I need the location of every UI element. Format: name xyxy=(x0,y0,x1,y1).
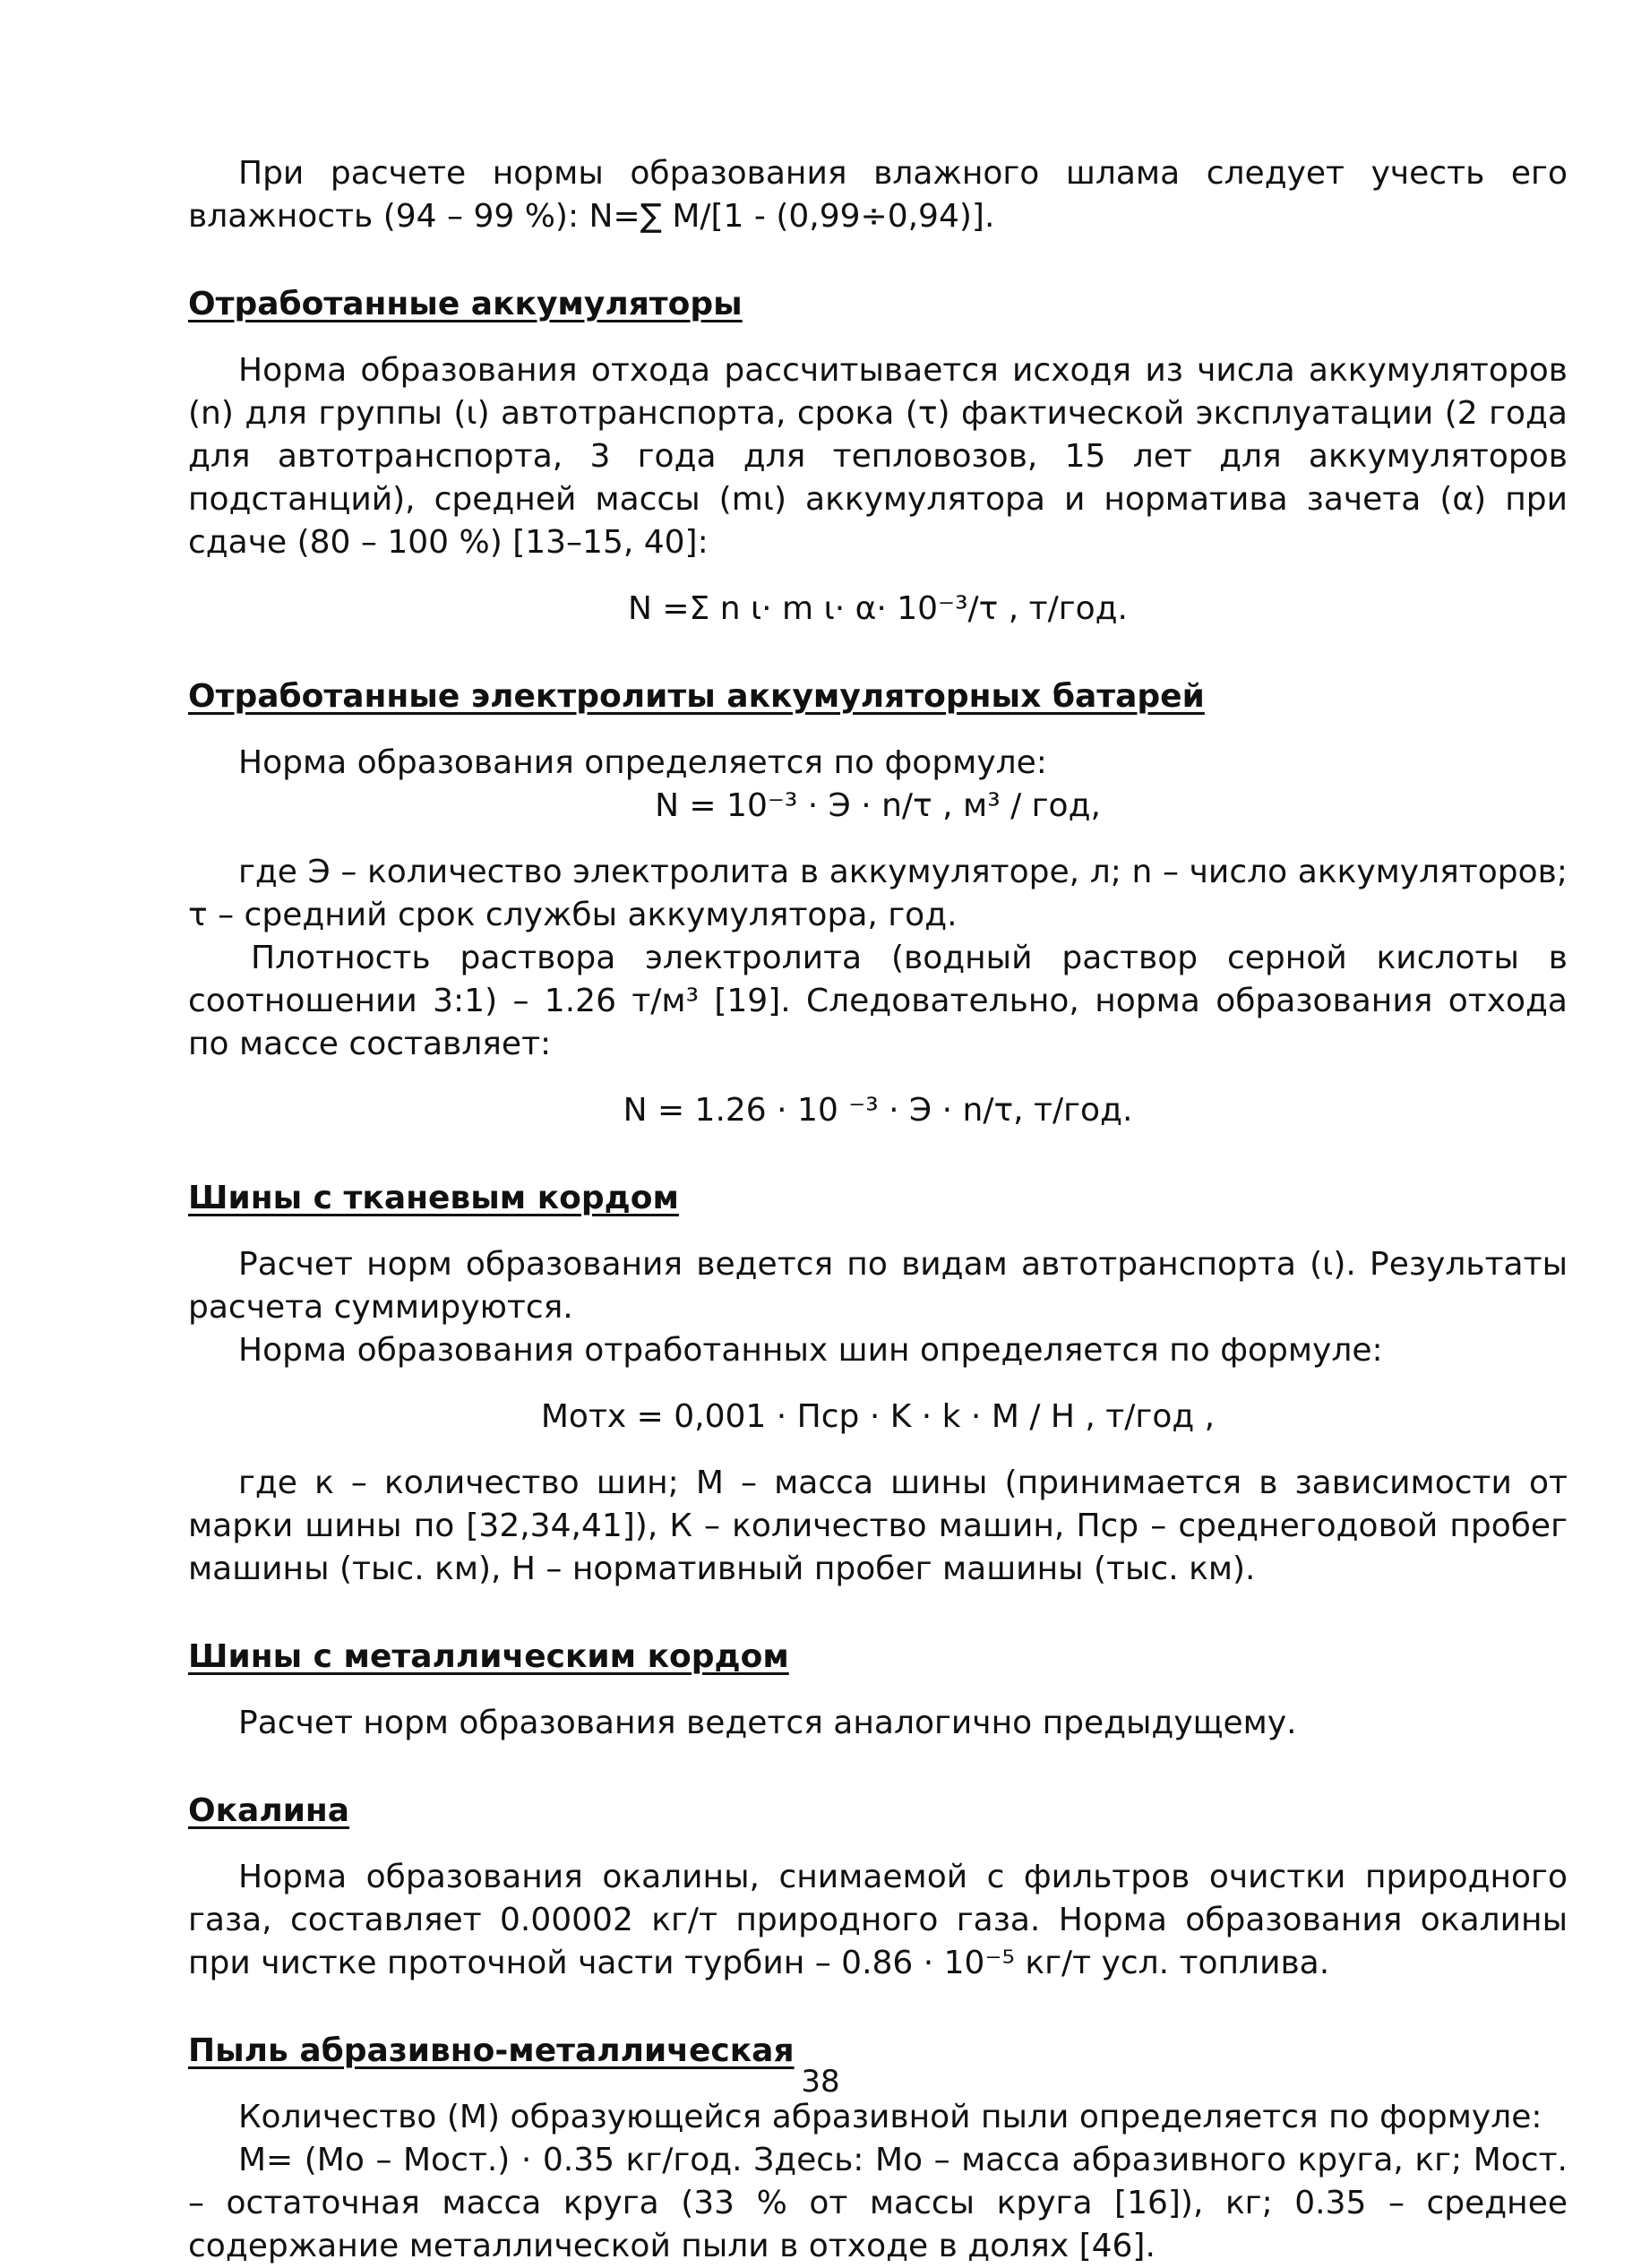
batteries-formula: N =Σ n ι· m ι· α· 10⁻³/τ , т/год. xyxy=(628,590,1128,627)
section-title-scale: Окалина xyxy=(188,1792,350,1829)
abrasive-dust-paragraph-1: Количество (М) образующейся абразивной пыли определяется по формуле: xyxy=(238,2099,1542,2135)
intro-paragraph: При расчете нормы образования влажного шлама следует учесть его влажность (94 – 99 %): N=∑ M/[1 - (0,99÷0,94)]. xyxy=(188,155,1568,235)
electrolytes-formula-1: N = 10⁻³ · Э · n/τ , м³ / год, xyxy=(655,787,1101,824)
electrolytes-paragraph-2: где Э – количество электролита в аккумуляторе, л; n – число аккумуляторов; τ – средний срок службы аккумулятора, год. xyxy=(188,854,1568,933)
scale-paragraph: Норма образования окалины, снимаемой с фильтров очистки природного газа, составляет 0.00002 кг/т природного газа. Норма образования окалины при чистке проточной части турбин – 0.86 · 10⁻⁵ кг/т усл. топлива. xyxy=(188,1859,1568,1981)
fabric-tires-paragraph-3: где к – количество шин; М – масса шины (принимается в зависимости от марки шины по [32,34,41]), К – количество машин, Пср – среднегодовой пробег машины (тыс. км), Н – нормативный пробег машины (тыс. км). xyxy=(188,1465,1568,1587)
section-title-fabric-tires: Шины с тканевым кордом xyxy=(188,1180,679,1216)
document-page xyxy=(188,152,1568,2268)
fabric-tires-formula: Mотх = 0,001 · Пср · K · k · M / H , т/год , xyxy=(540,1398,1216,1435)
metal-tires-paragraph: Расчет норм образования ведется аналогично предыдущему. xyxy=(238,1705,1297,1741)
electrolytes-formula-2: N = 1.26 · 10 ⁻³ · Э · n/τ, т/год. xyxy=(623,1092,1133,1129)
section-title-electrolytes: Отработанные электролиты аккумуляторных батарей xyxy=(188,678,1205,715)
page-number: 38 xyxy=(801,2064,840,2100)
section-title-batteries: Отработанные аккумуляторы xyxy=(188,286,743,322)
fabric-tires-paragraph-1: Расчет норм образования ведется по видам автотранспорта (ι). Результаты расчета суммируются. xyxy=(188,1246,1568,1326)
section-title-abrasive-dust: Пыль абразивно-металлическая xyxy=(188,2032,795,2069)
fabric-tires-paragraph-2: Норма образования отработанных шин определяется по формуле: xyxy=(238,1332,1383,1369)
section-title-metal-tires: Шины с металлическим кордом xyxy=(188,1638,789,1675)
batteries-paragraph: Норма образования отхода рассчитывается исходя из числа аккумуляторов (n) для группы (ι) автотранспорта, срока (τ) фактической эксплуатации (2 года для автотранспорта, 3 года для тепловозов, 15 лет для аккумуляторов подстанций), средней массы (mι) аккумулятора и норматива зачета (α) при сдаче (80 – 100 %) [13–15, 40]: xyxy=(188,352,1568,561)
abrasive-dust-paragraph-2: М= (Mо – Mост.) · 0.35 кг/год. Здесь: Mо – масса абразивного круга, кг; Mост. – остаточная масса круга (33 % от массы круга [16]), кг; 0.35 – среднее содержание металлической пыли в отходе в долях [46]. xyxy=(188,2142,1568,2264)
electrolytes-paragraph-1: Норма образования определяется по формуле: xyxy=(238,744,1047,781)
electrolytes-paragraph-3: Плотность раствора электролита (водный раствор серной кислоты в соотношении 3:1) – 1.26 т/м³ [19]. Следовательно, норма образования отхода по массе составляет: xyxy=(188,940,1568,1062)
